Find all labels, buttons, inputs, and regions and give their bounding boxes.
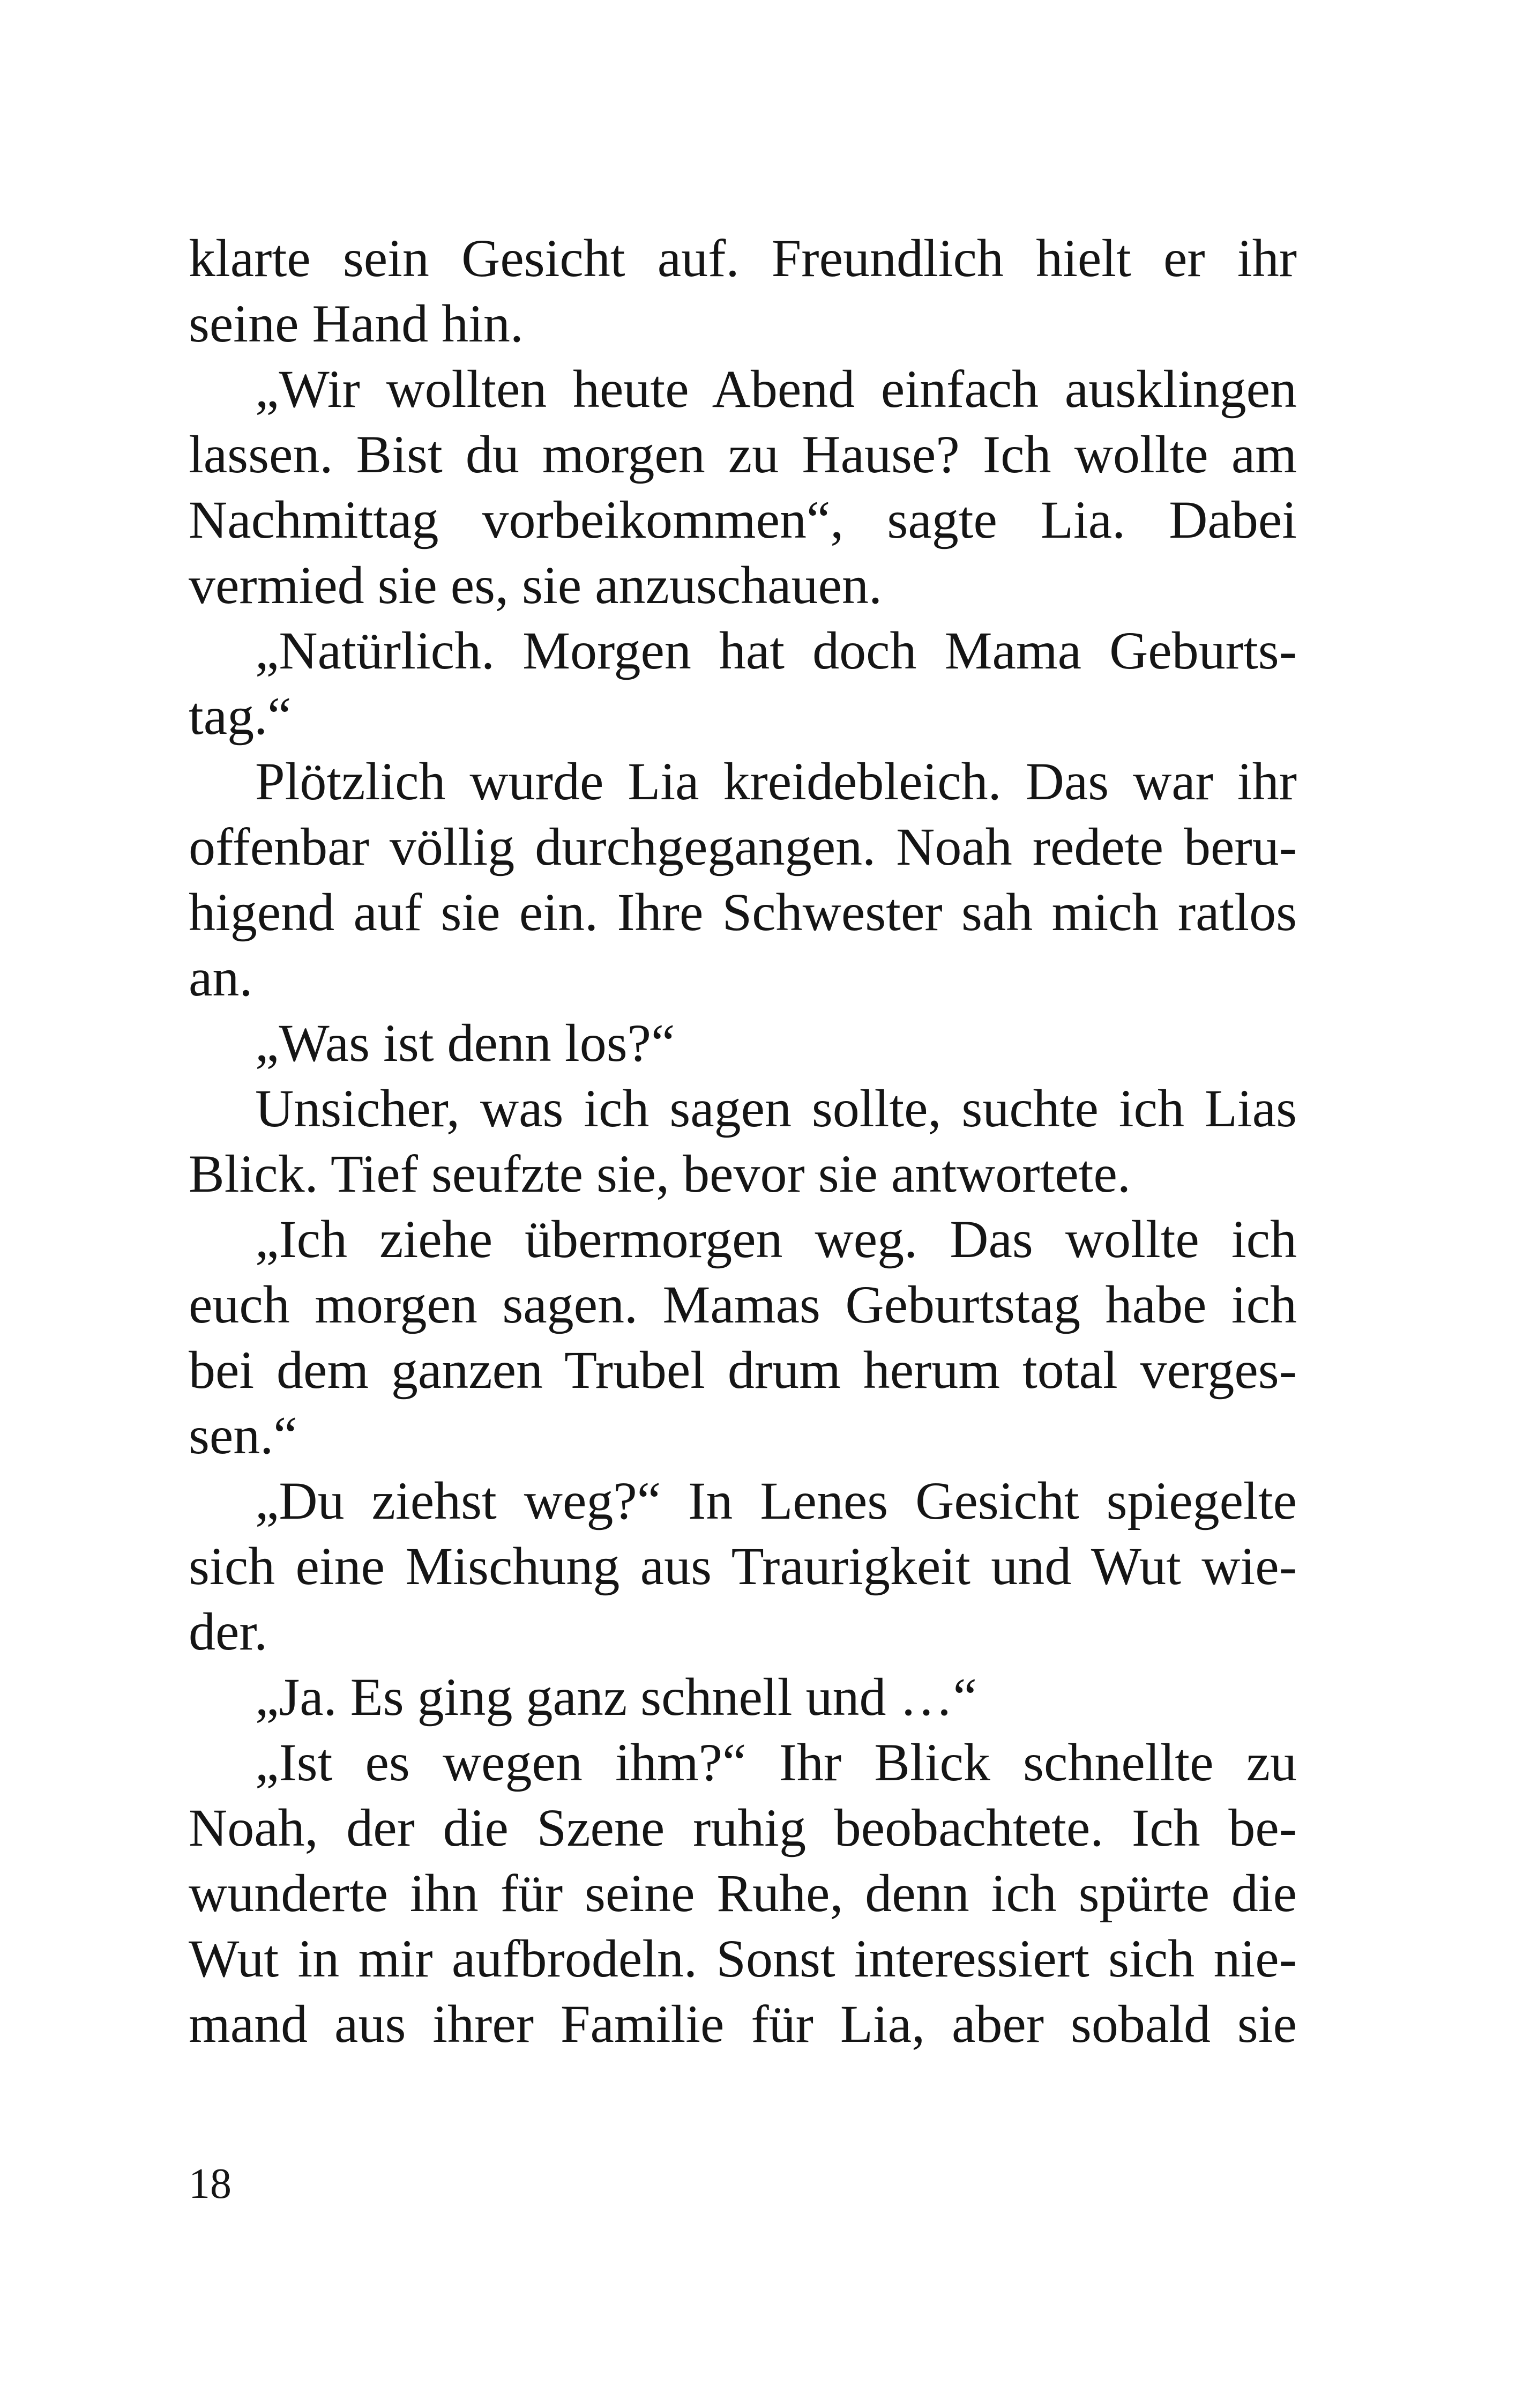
text-line: seine Hand hin. [189, 294, 524, 353]
text-line: „Ich ziehe übermorgen weg. Das wollte ich [255, 1209, 1297, 1269]
text-line: der. [189, 1602, 268, 1661]
text-line: Unsicher, was ich sagen sollte, suchte ich Lias [255, 1079, 1297, 1138]
text-line: vermied sie es, sie anzuschauen. [189, 555, 882, 615]
text-line: bei dem ganzen Trubel drum herum total verges- [189, 1340, 1297, 1400]
text-line: an. [189, 948, 253, 1007]
text-line: mand aus ihrer Familie für Lia, aber sobald sie [189, 1994, 1297, 2054]
text-line: offenbar völlig durchgegangen. Noah redete beru- [189, 817, 1297, 876]
text-line: Plötzlich wurde Lia kreidebleich. Das war ihr [255, 752, 1297, 811]
text-line: Wut in mir aufbrodeln. Sonst interessiert sich nie- [189, 1929, 1297, 1988]
text-line: sich eine Mischung aus Traurigkeit und Wut wie- [189, 1536, 1297, 1596]
text-line: „Wir wollten heute Abend einfach ausklingen [255, 359, 1297, 419]
text-line: sen.“ [189, 1406, 297, 1465]
text-line: „Du ziehst weg?“ In Lenes Gesicht spiegelte [255, 1471, 1297, 1530]
text-line: tag.“ [189, 686, 292, 746]
text-line: „Was ist denn los?“ [255, 1013, 675, 1073]
text-line: „Natürlich. Morgen hat doch Mama Geburts- [255, 621, 1297, 680]
text-line: Nachmittag vorbeikommen“, sagte Lia. Dabei [189, 490, 1297, 549]
text-line: Blick. Tief seufzte sie, bevor sie antwortete. [189, 1144, 1131, 1203]
text-line: Noah, der die Szene ruhig beobachtete. Ich be- [189, 1798, 1297, 1857]
text-line: wunderte ihn für seine Ruhe, denn ich spürte die [189, 1863, 1297, 1923]
text-line: euch morgen sagen. Mamas Geburtstag habe ich [189, 1275, 1297, 1334]
text-line: „Ist es wegen ihm?“ Ihr Blick schnellte zu [255, 1733, 1297, 1792]
text-line: higend auf sie ein. Ihre Schwester sah mich ratlos [189, 882, 1297, 942]
text-line: klarte sein Gesicht auf. Freundlich hielt er ihr [189, 228, 1297, 288]
text-line: „Ja. Es ging ganz schnell und …“ [255, 1667, 977, 1727]
body-text [189, 226, 1297, 2057]
page-number: 18 [189, 2160, 232, 2208]
text-line: lassen. Bist du morgen zu Hause? Ich wollte am [189, 425, 1297, 484]
